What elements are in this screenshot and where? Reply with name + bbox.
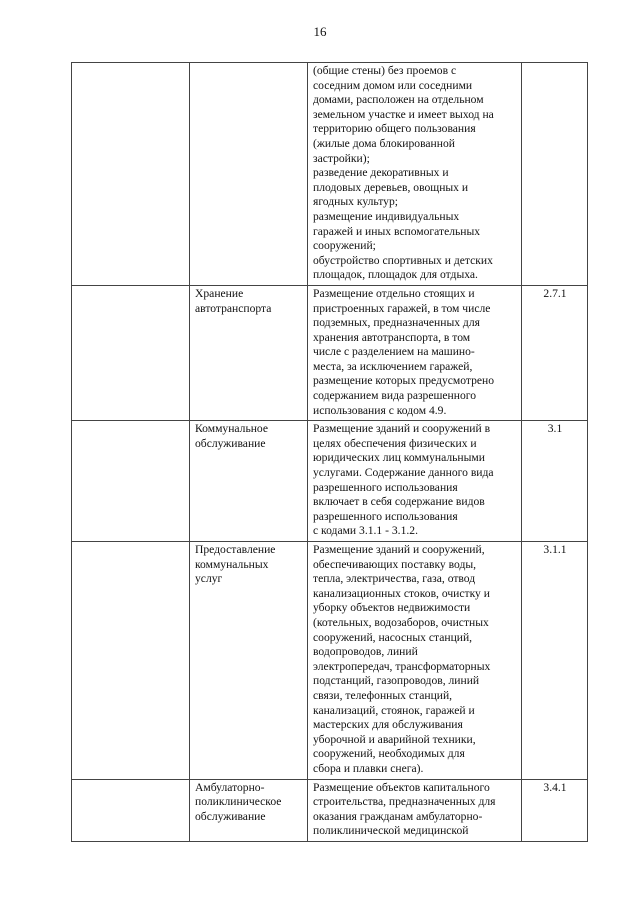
use-description-cell: [308, 421, 522, 542]
use-description-line: поликлинической медицинской: [313, 824, 469, 838]
zone-cell: [72, 63, 190, 286]
use-description-line: строительства, предназначенных для: [313, 795, 496, 809]
use-name-cell: [190, 779, 308, 841]
use-name-line: Предоставление: [195, 543, 276, 556]
use-description-line: сооружений, необходимых для: [313, 747, 465, 761]
table-row: [72, 779, 588, 841]
table-row: [72, 542, 588, 780]
use-description-line: места, за исключением гаражей,: [313, 359, 473, 373]
use-description-cell: [308, 779, 522, 841]
use-description-line: услугами. Содержание данного вида: [313, 466, 494, 480]
use-code-cell: 3.1.1: [522, 542, 588, 780]
use-description-line: пристроенных гаражей, в том числе: [313, 301, 491, 315]
use-description-line: подземных, предназначенных для: [313, 316, 480, 330]
use-name-line: обслуживание: [195, 809, 266, 823]
use-code-cell: 3.4.1: [522, 779, 588, 841]
use-description-line: использования с кодом 4.9.: [313, 403, 447, 417]
use-name-line: услуг: [195, 572, 223, 586]
zone-cell: [72, 421, 190, 542]
use-description-line: размещение которых предусмотрено: [313, 374, 495, 388]
use-description-line: сбора и плавки снега).: [313, 761, 424, 775]
use-description-line: юридических лиц коммунальными: [313, 451, 485, 465]
use-description-line: водопроводов, линий: [313, 645, 418, 659]
table-row: [72, 421, 588, 542]
use-description-line: связи, телефонных станций,: [313, 688, 453, 702]
use-description-line: Размещение зданий и сооружений,: [313, 543, 485, 556]
use-description-line: включает в себя содержание видов: [313, 495, 485, 509]
use-description-line: (общие стены) без проемов с: [313, 64, 457, 77]
zone-cell: [72, 285, 190, 420]
use-description-line: гаражей и иных вспомогательных: [313, 224, 481, 238]
use-name-line: поликлиническое: [195, 795, 282, 809]
use-description-line: электропередач, трансформаторных: [313, 659, 491, 673]
use-description-cell: [308, 63, 522, 286]
use-description-line: обустройство спортивных и детских: [313, 253, 493, 267]
use-name-line: Амбулаторно-: [195, 780, 265, 794]
use-description-line: сооружений;: [313, 239, 376, 253]
use-description-line: земельном участке и имеет выход на: [313, 107, 494, 121]
use-description-line: сооружений, насосных станций,: [313, 630, 473, 644]
use-code-cell: 2.7.1: [522, 285, 588, 420]
use-description-line: домами, расположен на отдельном: [313, 93, 484, 107]
use-description-line: размещение индивидуальных: [313, 209, 460, 223]
land-use-table: [71, 62, 588, 842]
use-description-line: соседним домом или соседними: [313, 78, 473, 92]
use-description-line: тепла, электричества, газа, отвод: [313, 572, 476, 586]
use-description-line: содержанием вида разрешенного: [313, 389, 477, 403]
use-description-cell: [308, 542, 522, 780]
use-description-line: канализационных стоков, очистку и: [313, 586, 490, 600]
use-description-line: ягодных культур;: [313, 195, 398, 209]
use-description-line: разведение декоративных и: [313, 166, 449, 180]
zone-cell: [72, 542, 190, 780]
use-description-cell: [308, 285, 522, 420]
use-description-line: (котельных, водозаборов, очистных: [313, 615, 489, 629]
use-description-line: площадок, площадок для отдыха.: [313, 268, 478, 282]
use-code-cell: 3.1: [522, 421, 588, 542]
use-name-cell: [190, 63, 308, 286]
use-description-line: обеспечивающих поставку воды,: [313, 557, 477, 571]
use-description-line: Размещение объектов капитального: [313, 780, 490, 794]
use-name-line: обслуживание: [195, 436, 266, 450]
use-description-line: хранения автотранспорта, в том: [313, 330, 471, 344]
use-description-line: разрешенного использования: [313, 480, 458, 494]
use-description-line: уборочной и аварийной техники,: [313, 732, 476, 746]
use-description-line: Размещение зданий и сооружений в: [313, 422, 491, 436]
use-name-line: автотранспорта: [195, 301, 272, 315]
use-description-line: целях обеспечения физических и: [313, 436, 477, 450]
use-name-line: Коммунальное: [195, 422, 269, 436]
use-description-line: застройки);: [313, 151, 370, 165]
use-code-cell: [522, 63, 588, 286]
page-number: 16: [313, 24, 327, 39]
use-name-cell: [190, 542, 308, 780]
use-name-cell: [190, 285, 308, 420]
use-name-cell: [190, 421, 308, 542]
use-description-line: территорию общего пользования: [313, 122, 476, 136]
use-description-line: разрешенного использования: [313, 509, 458, 523]
use-description-line: с кодами 3.1.1 - 3.1.2.: [313, 524, 418, 538]
use-description-line: мастерских для обслуживания: [313, 718, 463, 732]
use-name-line: коммунальных: [195, 557, 269, 571]
use-description-line: числе с разделением на машино-: [313, 345, 475, 359]
use-description-line: Размещение отдельно стоящих и: [313, 286, 475, 300]
use-description-line: канализаций, стоянок, гаражей и: [313, 703, 475, 717]
use-description-line: подстанций, газопроводов, линий: [313, 674, 480, 688]
use-description-line: уборку объектов недвижимости: [313, 601, 471, 615]
use-name-line: Хранение: [195, 286, 244, 300]
use-description-line: (жилые дома блокированной: [313, 136, 455, 150]
table-row: [72, 63, 588, 286]
zone-cell: [72, 779, 190, 841]
table-row: [72, 285, 588, 420]
use-description-line: оказания гражданам амбулаторно-: [313, 809, 483, 823]
use-description-line: плодовых деревьев, овощных и: [313, 180, 469, 194]
